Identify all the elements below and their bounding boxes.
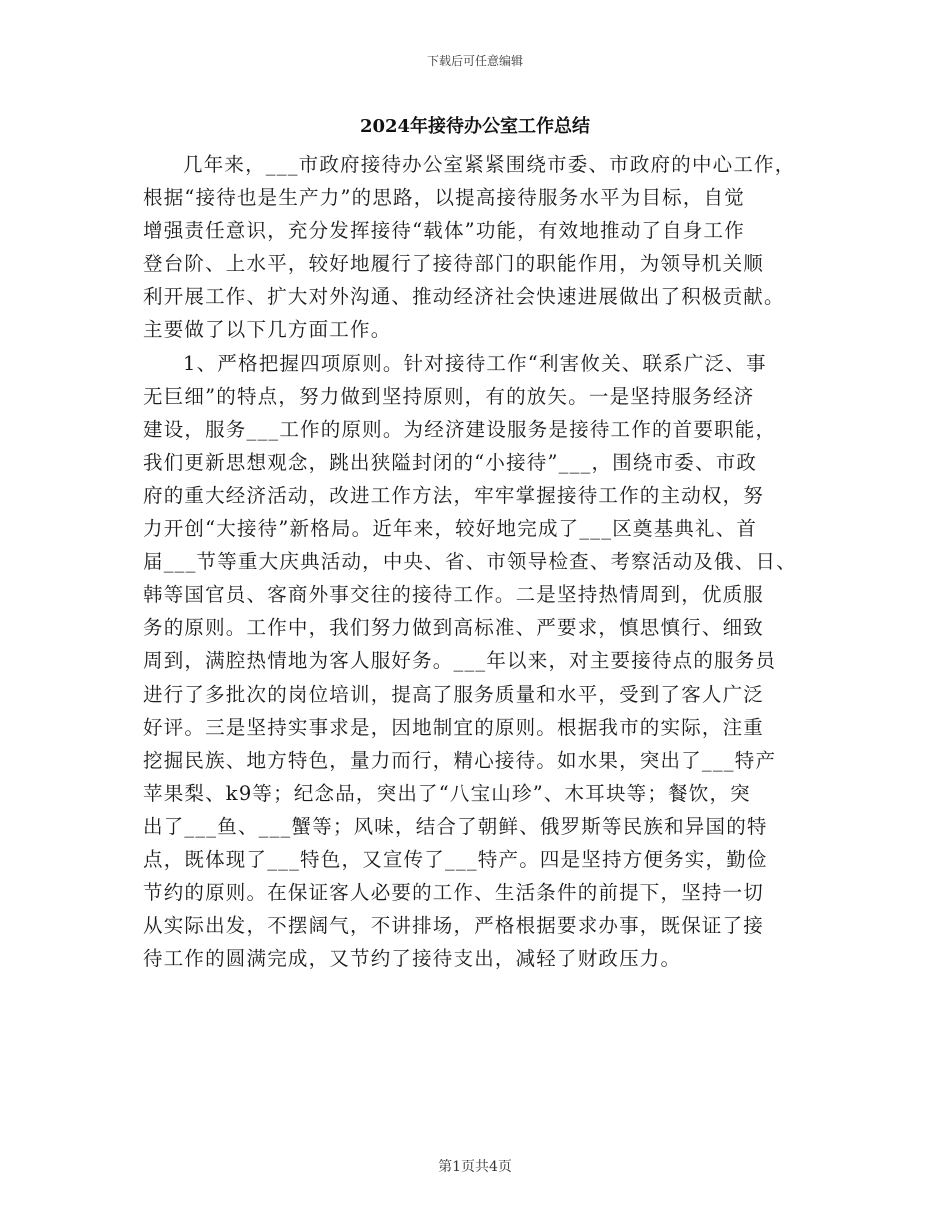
text-line: 出了___鱼、___蟹等；风味，结合了朝鲜、俄罗斯等民族和异国的特 [143, 814, 768, 838]
text-line: 好评。三是坚持实事求是，因地制宜的原则。根据我市的实际，注重 [143, 715, 765, 739]
text-line: 进行了多批次的岗位培训，提高了服务质量和水平，受到了客人广泛 [143, 682, 765, 706]
text-line: 点，既体现了___特色，又宣传了___特产。四是坚持方便务实，勤俭 [143, 847, 768, 871]
text-line: 挖掘民族、地方特色，量力而行，精心接待。如水果，突出了___特产 [143, 748, 777, 772]
text-line: 务的原则。工作中，我们努力做到高标准、严要求，慎思慎行、细致 [143, 616, 765, 640]
text-line: 建设，服务___工作的原则。为经济建设服务是接待工作的首要职能， [143, 417, 777, 441]
page-number: 第1页共4页 [438, 1159, 512, 1175]
text-line: 登台阶、上水平，较好地履行了接待部门的职能作用，为领导机关顺 [143, 252, 765, 276]
text-line: 届___节等重大庆典活动，中央、省、市领导检查、考察活动及俄、日、 [143, 550, 797, 574]
text-line: 增强责任意识，充分发挥接待“载体”功能，有效地推动了自身工作 [143, 219, 745, 243]
text-line: 苹果梨、k9等；纪念品，突出了“八宝山珍”、木耳块等；餐饮，突 [143, 781, 751, 805]
text-line: 利开展工作、扩大对外沟通、推动经济社会快速进展做出了积极贡献。 [143, 285, 785, 309]
text-line: 节约的原则。在保证客人必要的工作、生活条件的前提下，坚持一切 [143, 881, 765, 905]
paragraph-intro [143, 148, 833, 347]
text-line: 1、严格把握四项原则。针对接待工作“利害攸关、联系广泛、事 [183, 351, 767, 375]
text-line: 无巨细”的特点，努力做到坚持原则，有的放矢。一是坚持服务经济 [143, 384, 755, 408]
document-body [143, 148, 833, 975]
text-line: 根据“接待也是生产力”的思路，以提高接待服务水平为目标，自觉 [143, 186, 745, 210]
text-line: 待工作的圆满完成，又节约了接待支出，减轻了财政压力。 [143, 947, 682, 971]
text-line: 我们更新思想观念，跳出狭隘封闭的“小接待”___，围绕市委、市政 [143, 450, 758, 474]
text-line: 力开创“大接待”新格局。近年来，较好地完成了___区奠基典礼、首 [143, 517, 758, 541]
document-title: 2024年接待办公室工作总结 [359, 116, 591, 137]
text-line: 韩等国官员、客商外事交往的接待工作。二是坚持热情周到，优质服 [143, 583, 765, 607]
paragraph-principles [143, 347, 833, 976]
text-line: 从实际出发，不摆阔气，不讲排场，严格根据要求办事，既保证了接 [143, 914, 765, 938]
page-header-note: 下载后可任意编辑 [426, 54, 523, 68]
text-line: 主要做了以下几方面工作。 [143, 318, 392, 342]
text-line: 府的重大经济活动，改进工作方法，牢牢掌握接待工作的主动权，努 [143, 483, 765, 507]
text-line: 周到，满腔热情地为客人服好务。___年以来，对主要接待点的服务员 [143, 649, 777, 673]
text-line: 几年来，___市政府接待办公室紧紧围绕市委、市政府的中心工作， [183, 153, 796, 176]
